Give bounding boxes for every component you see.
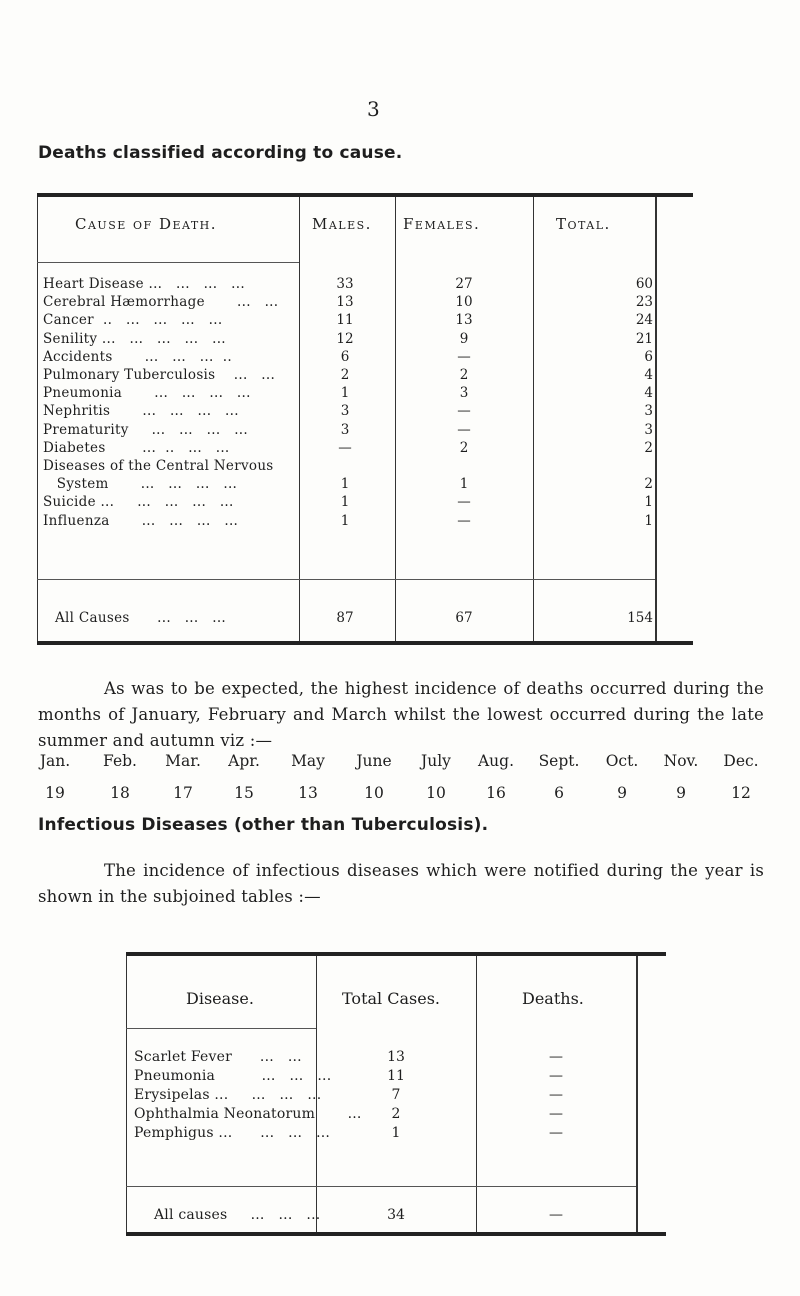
paragraph-infectious: [38, 858, 764, 910]
cell-cause: System ... ... ... ...: [43, 476, 238, 493]
cell-males: 1: [340, 476, 350, 493]
header-males: Males.: [312, 215, 372, 233]
cell-females: —: [457, 403, 471, 420]
cell-females: —: [457, 512, 471, 529]
cell-total: 23: [635, 294, 653, 311]
table-row: [37, 311, 693, 329]
cell-females: 2: [459, 439, 469, 456]
month-count: 10: [364, 784, 384, 802]
table-row: [37, 384, 693, 402]
month-label: Jan.: [39, 752, 71, 770]
month-label: June: [356, 752, 392, 770]
cell-females: 2: [459, 367, 469, 383]
cell-deaths: —: [549, 1068, 563, 1084]
cell-cause: Nephritis ... ... ... ...: [43, 403, 239, 420]
month-count: 16: [486, 784, 506, 802]
table-row: [37, 512, 693, 530]
deaths-by-cause-table: [37, 193, 693, 645]
cell-cases: 7: [391, 1087, 401, 1103]
cell-total: 60: [635, 276, 653, 292]
cell-total: 24: [635, 312, 653, 329]
cell-total: 4: [644, 367, 653, 383]
total-males: 87: [336, 610, 354, 626]
cell-disease: Ophthalmia Neonatorum ...: [134, 1106, 362, 1122]
cell-cause: Suicide ... ... ... ... ...: [43, 494, 234, 511]
cell-males: 3: [340, 421, 350, 438]
month-count: 9: [676, 784, 686, 802]
cell-disease: Pemphigus ... ... ... ...: [134, 1125, 331, 1141]
month-count: 19: [45, 784, 65, 802]
table-row: [37, 293, 693, 311]
table-row: [37, 493, 693, 511]
cell-males: 6: [340, 348, 350, 365]
table-row: [37, 330, 693, 348]
table-row: [37, 457, 693, 475]
cell-cases: 13: [387, 1049, 405, 1065]
table-row: [37, 439, 693, 457]
cell-cause: Pulmonary Tuberculosis ... ...: [43, 367, 276, 383]
cell-males: 1: [340, 512, 350, 529]
month-count: 18: [110, 784, 130, 802]
table-total-row: [37, 609, 693, 627]
month-label: Sept.: [538, 752, 580, 770]
section-heading-deaths: Deaths classified according to cause.: [38, 143, 403, 163]
table-total-row: [126, 1206, 666, 1225]
month-count: 10: [426, 784, 446, 802]
cell-total: 4: [644, 385, 653, 402]
header-total: Total.: [556, 215, 611, 233]
month-label: Oct.: [605, 752, 639, 770]
total-deaths: —: [549, 1207, 563, 1223]
cell-females: —: [457, 348, 471, 365]
month-count: 13: [298, 784, 318, 802]
cell-cause: Diseases of the Central Nervous: [43, 458, 274, 474]
cell-females: 9: [459, 330, 469, 347]
cell-deaths: —: [549, 1087, 563, 1103]
cell-cause: Cerebral Hæmorrhage ... ...: [43, 294, 279, 311]
cell-cause: Pneumonia ... ... ... ...: [43, 385, 251, 402]
cell-males: —: [338, 439, 352, 456]
cell-females: 13: [455, 312, 473, 329]
month-count: 12: [731, 784, 751, 802]
paragraph-monthly-incidence: [38, 676, 764, 754]
cell-cause: Influenza ... ... ... ...: [43, 512, 239, 529]
paragraph-text: As was to be expected, the highest incidence of deaths occurred during the months of January, February and March whilst the lowest occurred during the late summer and autumn viz :—: [38, 679, 764, 750]
header-disease: Disease.: [186, 989, 254, 1008]
cell-cause: Cancer .. ... ... ... ...: [43, 312, 223, 329]
month-count: 17: [173, 784, 193, 802]
header-cause: Cause of Death.: [75, 215, 218, 233]
cell-total: 2: [644, 476, 653, 493]
cell-cause: Heart Disease ... ... ... ...: [43, 276, 245, 292]
cell-females: 10: [455, 294, 473, 311]
cell-total: 1: [644, 494, 653, 511]
cell-total: 21: [635, 330, 653, 347]
total-females: 67: [455, 610, 473, 626]
cell-deaths: —: [549, 1125, 563, 1141]
section-heading-infectious: Infectious Diseases (other than Tuberculosis).: [38, 815, 489, 835]
page-number: 3: [367, 97, 380, 121]
table-row: [126, 1067, 666, 1086]
cell-disease: Erysipelas ... ... ... ...: [134, 1087, 322, 1103]
month-label: Feb.: [103, 752, 137, 770]
month-label: May: [291, 752, 325, 770]
cell-cause: Senility ... ... ... ... ...: [43, 330, 226, 347]
month-label: Aug.: [477, 752, 515, 770]
month-label: Dec.: [723, 752, 759, 770]
cell-total: 1: [644, 512, 653, 529]
cell-males: 3: [340, 403, 350, 420]
infectious-diseases-table: [126, 952, 666, 1236]
cell-males: 1: [340, 385, 350, 402]
month-count: 6: [554, 784, 564, 802]
month-label: Nov.: [663, 752, 699, 770]
cell-females: 27: [455, 276, 473, 292]
month-label: July: [421, 752, 451, 770]
cell-females: 1: [459, 476, 469, 493]
total-total: 154: [627, 610, 653, 626]
cell-cause: Prematurity ... ... ... ...: [43, 421, 248, 438]
paragraph-text: The incidence of infectious diseases which were notified during the year is shown in the subjoined tables :—: [38, 861, 764, 906]
cell-total: 3: [644, 403, 653, 420]
table-row: [37, 348, 693, 366]
header-deaths: Deaths.: [522, 989, 584, 1008]
cell-females: —: [457, 421, 471, 438]
table-row: [126, 1124, 666, 1143]
cell-males: 2: [340, 367, 350, 383]
cell-males: 13: [336, 294, 354, 311]
cell-males: 11: [336, 312, 354, 329]
cell-total: 6: [644, 348, 653, 365]
header-females: Females.: [403, 215, 481, 233]
cell-disease: Scarlet Fever ... ...: [134, 1049, 302, 1065]
cell-total: 2: [644, 439, 653, 456]
cell-cause: Diabetes ... .. ... ...: [43, 439, 230, 456]
table-row: [126, 1105, 666, 1124]
cell-females: —: [457, 494, 471, 511]
cell-deaths: —: [549, 1106, 563, 1122]
month-count: 15: [234, 784, 254, 802]
month-count: 9: [617, 784, 627, 802]
table-row: [37, 421, 693, 439]
table-row: [37, 402, 693, 420]
header-total-cases: Total Cases.: [342, 989, 440, 1008]
cell-disease: Pneumonia ... ... ...: [134, 1068, 332, 1084]
cell-total: 3: [644, 421, 653, 438]
cell-cases: 2: [391, 1106, 401, 1122]
table-row: [37, 366, 693, 384]
cell-females: 3: [459, 385, 469, 402]
month-label: Apr.: [228, 752, 260, 770]
cell-males: 33: [336, 276, 354, 292]
cell-cases: 1: [391, 1125, 401, 1141]
total-cases: 34: [387, 1207, 405, 1223]
cell-males: 1: [340, 494, 350, 511]
table-row: [126, 1086, 666, 1105]
cell-cases: 11: [387, 1068, 405, 1084]
table-row: [126, 1048, 666, 1067]
cell-deaths: —: [549, 1049, 563, 1065]
table-row: [37, 475, 693, 493]
total-disease: All causes ... ... ...: [154, 1207, 321, 1223]
cell-males: 12: [336, 330, 354, 347]
table-row: [37, 275, 693, 293]
total-cause: All Causes ... ... ...: [55, 610, 227, 626]
cell-cause: Accidents ... ... ... ..: [43, 348, 232, 365]
month-label: Mar.: [165, 752, 201, 770]
